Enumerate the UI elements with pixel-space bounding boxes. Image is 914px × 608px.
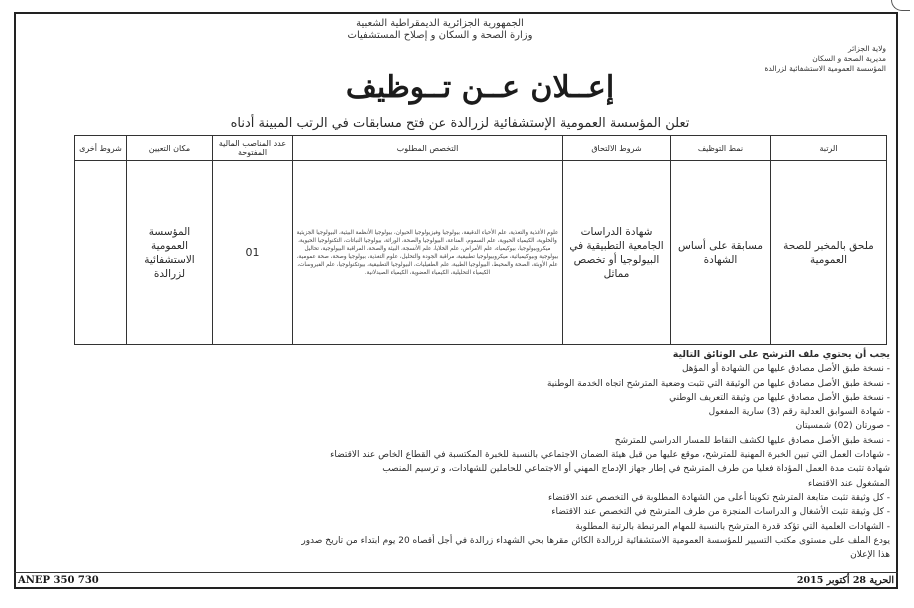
col-header-count: عدد المناصب المالية المفتوحة: [213, 136, 293, 161]
cell-conditions: شهادة الدراسات الجامعية التطبيقية في البيولوجيا أو تخصص مماثل: [563, 161, 671, 345]
republic-header: [300, 18, 580, 42]
document-item: - شهادات العمل التي تبين الخبرة المهنية للمترشح، موقع عليها من قبل هيئة الضمان الاجتماعي بالنسبة للخبرة المكتسبة في القطاع الخاص عند الاقتضاء: [330, 450, 890, 461]
document-item: - نسخة طبق الأصل مصادق عليها لكشف النقاط للمسار الدراسي للمترشح: [614, 435, 890, 446]
document-item: - صورتان (02) شمسيتان: [795, 421, 890, 432]
cell-count: 01: [213, 161, 293, 345]
document-item: - نسخة طبق الأصل مصادق عليها من وثيقة التعريف الوطني: [669, 392, 890, 403]
document-item: يودع الملف على مستوى مكتب التسيير للمؤسسة العمومية الاستشفائية لزرالدة الكائن مقرها بحي الشهداء زرالدة في أجل أقصاه 20 يوم ابتداء من تاريخ صدور: [301, 535, 890, 546]
document-item: هذا الإعلان: [850, 550, 890, 561]
cell-other: [75, 161, 127, 345]
table-row: [75, 161, 887, 345]
documents-heading: يجب أن يحتوي ملف الترشح على الوثائق التالية: [672, 349, 890, 360]
document-item: - كل وثيقة تثبت متابعة المترشح تكوينا أعلى من الشهادة المطلوبة في التخصص عند الاقتضاء: [548, 492, 890, 503]
document-item: المشغول عند الاقتضاء: [808, 478, 890, 489]
issuer-line-1: ولاية الجزائر: [847, 44, 886, 53]
document-item: - نسخة طبق الأصل مصادق عليها من الشهادة أو المؤهل: [681, 364, 890, 375]
col-header-other: شروط أخرى: [75, 136, 127, 161]
issuer-block: [716, 44, 886, 74]
cell-specialty: علوم الأغذية والتغذية، علم الأحياء الدقيقة، بيولوجيا وفيزيولوجيا الحيوان، بيولوجيا الأنظمة البيئية، البيولوجيا الجزيئية والخلوية، الكيمياء الحيوية، علم السموم، المناعة، البيولوجيا والصحة، الوراثة، بيولوجيا النباتات، التكنولوجيا الحيوية، ميكروبيولوجيا، بيوكيمياء، علم الأمراض، علم الخلايا، علم الأنسجة، البيئة والصحة، المراقبة البيولوجية، تحاليل بيولوجية وبيوكيميائية، ميكروبيولوجيا تطبيقية، مراقبة الجودة والتحليل، علوم التغذية، بيولوجيا وصحة، صحة عمومية، علم الأوبئة، الصحة والمحيط، البيولوجيا الطبية، علم الطفيليات، البيولوجيا التطبيقية، بيوتكنولوجيا، علم الفيروسات، الكيمياء التحليلية، الكيمياء العضوية، الكيمياء الصيدلانية.: [293, 161, 563, 345]
col-header-place: مكان التعيين: [127, 136, 213, 161]
required-documents: [120, 348, 890, 562]
cell-grade: ملحق بالمخبر للصحة العمومية: [771, 161, 887, 345]
cell-place: المؤسسة العمومية الاستشفائية لزرالدة: [127, 161, 213, 345]
announcement-subtitle: تعلن المؤسسة العمومية الإستشفائية لزرالدة عن فتح مسابقات في الرتب المبينة أدناه: [230, 116, 690, 131]
document-item: - شهادة السوابق العدلية رقم (3) سارية المفعول: [708, 407, 890, 418]
publication-source: الحرية 28 أكتوبر 2015: [796, 575, 894, 586]
document-item: - كل وثيقة تثبت الأشغال و الدراسات المنجزة من طرف المترشح في التخصص عند الاقتضاء: [551, 507, 890, 518]
cell-mode: مسابقة على أساس الشهادة: [671, 161, 771, 345]
document-item: - الشهادات العلمية التي تؤكد قدرة المترشح بالنسبة للمهام المرتبطة بالرتبة المطلوبة: [575, 521, 890, 532]
page-corner-mark: [891, 0, 910, 11]
col-header-mode: نمط التوظيف: [671, 136, 771, 161]
header-line-1: الجمهورية الجزائرية الديمقراطية الشعبية: [356, 18, 524, 29]
col-header-grade: الرتبة: [771, 136, 887, 161]
page-title: إعــلان عــن تــوظيف: [345, 70, 615, 105]
col-header-conditions: شروط الالتحاق: [563, 136, 671, 161]
table-header-row: [75, 136, 887, 161]
positions-table: [74, 135, 887, 345]
document-item: - نسخة طبق الأصل مصادق عليها من الوثيقة التي تثبت وضعية المترشح اتجاه الخدمة الوطنية: [546, 378, 890, 389]
document-item: شهادة تثبت مدة العمل المؤداة فعليا من طرف المترشح في إطار جهاز الإدماج المهني أو الاجتماعي للحاملين للشهادات، و ترسيم المنصب: [382, 464, 890, 475]
footer-divider: [14, 572, 898, 573]
header-line-2: وزارة الصحة و السكان و إصلاح المستشفيات: [347, 30, 533, 41]
issuer-line-2: مديرية الصحة و السكان: [812, 54, 886, 63]
anep-reference: ANEP 350 730: [18, 575, 99, 586]
issuer-line-3: المؤسسة العمومية الاستشفائية لزرالدة: [764, 64, 886, 73]
col-header-specialty: التخصص المطلوب: [293, 136, 563, 161]
